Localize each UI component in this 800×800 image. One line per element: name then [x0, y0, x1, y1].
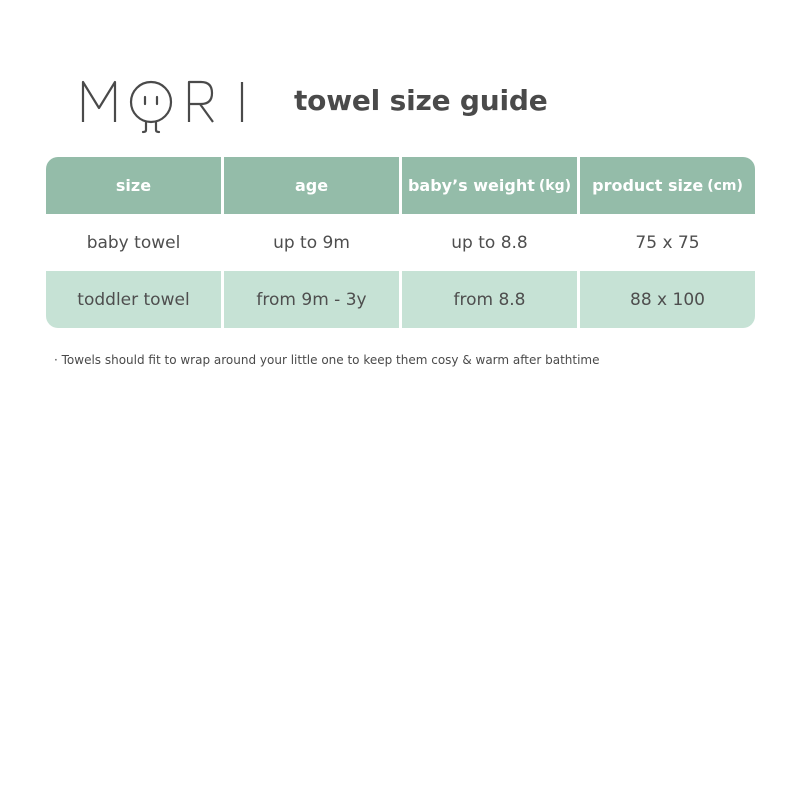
size-guide-table [46, 157, 755, 328]
header-weight [402, 157, 577, 214]
header-product-size-label: product size [592, 176, 704, 195]
header-weight-label: baby’s weight [407, 176, 535, 195]
header-product-size-unit: (cm) [707, 177, 743, 194]
header-weight-unit: (kg) [538, 177, 572, 194]
footnote: · Towels should fit to wrap around your little one to keep them cosy & warm after bathtime [54, 353, 600, 367]
table-cell-product-size: 75 x 75 [580, 214, 755, 271]
mori-logo [80, 78, 248, 134]
logo-letter-r [189, 82, 213, 122]
header-size-label: size [115, 176, 152, 195]
table-cell-product-size: 88 x 100 [580, 271, 755, 328]
logo-face-icon [131, 82, 171, 122]
table-cell-size: toddler towel [46, 271, 221, 328]
table-cell-age: up to 9m [224, 214, 399, 271]
header-age [224, 157, 399, 214]
table-cell-age: from 9m - 3y [224, 271, 399, 328]
table-cell-size: baby towel [46, 214, 221, 271]
logo-letter-m [83, 82, 115, 122]
table-cell-weight: from 8.8 [402, 271, 577, 328]
header-age-label: age [294, 176, 329, 195]
table-cell-weight: up to 8.8 [402, 214, 577, 271]
page-title: towel size guide [294, 84, 548, 117]
header-size [46, 157, 221, 214]
header-product-size [580, 157, 755, 214]
